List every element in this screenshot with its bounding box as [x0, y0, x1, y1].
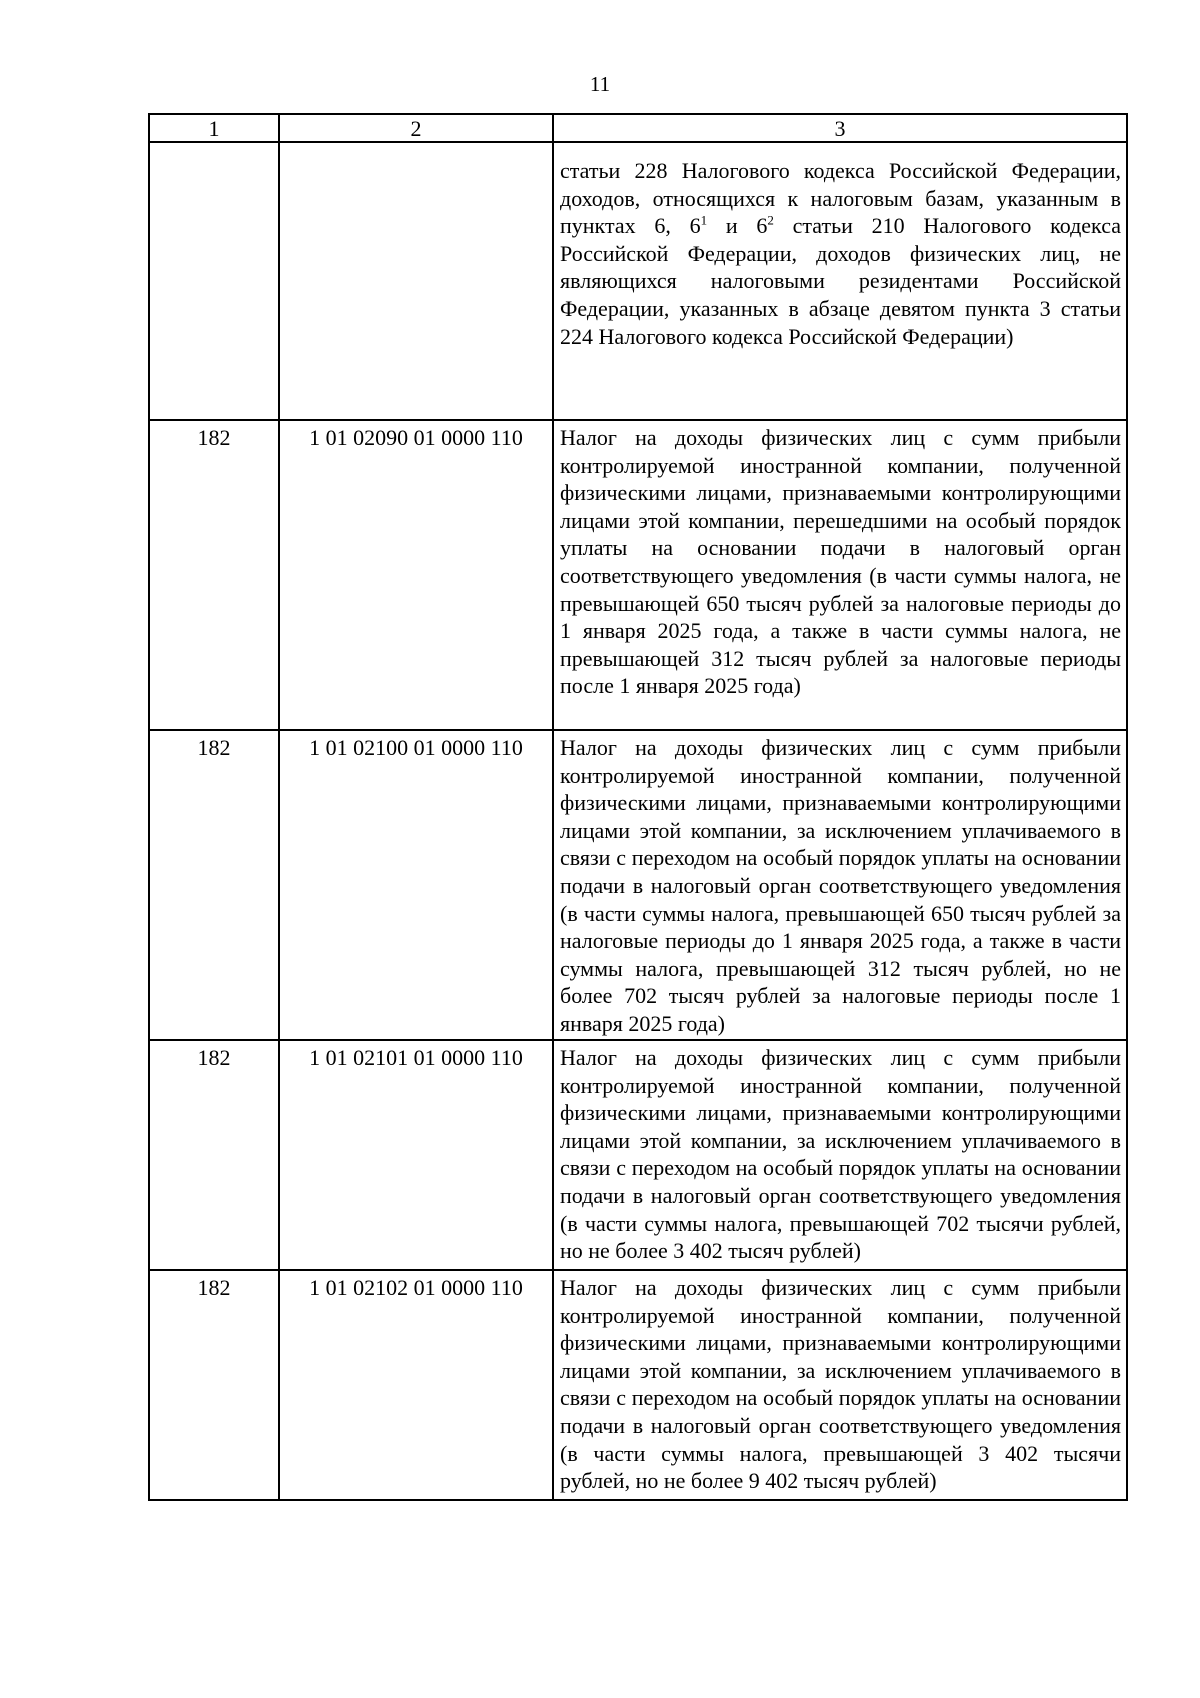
budget-classification-table	[148, 113, 1128, 1501]
column-header-2: 2	[279, 114, 553, 142]
admin-code-cell: 182	[149, 420, 279, 730]
superscript: 2	[767, 212, 774, 228]
kbk-code-cell: 1 01 02102 01 0000 110	[279, 1270, 553, 1500]
admin-code-cell: 182	[149, 1040, 279, 1270]
description-cell: Налог на доходы физических лиц с сумм прибыли контролируемой иностранной компании, полученной физическими лицами, признаваемыми контролирующими лицами этой компании, за исключением уплачиваемого в связи с переходом на особый порядок уплаты на основании подачи в налоговый орган соответствующего уведомления (в части суммы налога, превышающей 702 тысячи рублей, но не более 3 402 тысяч рублей)	[553, 1040, 1127, 1270]
description-cell: Налог на доходы физических лиц с сумм прибыли контролируемой иностранной компании, полученной физическими лицами, признаваемыми контролирующими лицами этой компании, за исключением уплачиваемого в связи с переходом на особый порядок уплаты на основании подачи в налоговый орган соответствующего уведомления (в части суммы налога, превышающей 650 тысяч рублей за налоговые периоды до 1 января 2025 года, а также в части суммы налога, превышающей 312 тысяч рублей, но не более 702 тысяч рублей за налоговые периоды после 1 января 2025 года)	[553, 730, 1127, 1040]
table-row	[149, 1040, 1127, 1270]
continuation-description	[553, 142, 1127, 420]
admin-code-cell: 182	[149, 730, 279, 1040]
page-number: 11	[589, 72, 611, 96]
continuation-text: статьи 210 Налогового кодекса Российской Федерации, доходов физических лиц, не являющихся налоговыми резидентами Российской Федерации, указанных в абзаце девятом пункта 3 статьи 224 Налогового кодекса Российской Федерации)	[560, 213, 1121, 349]
admin-code-cell: 182	[149, 1270, 279, 1500]
kbk-code-cell: 1 01 02100 01 0000 110	[279, 730, 553, 1040]
column-header-1: 1	[149, 114, 279, 142]
table-row	[149, 420, 1127, 730]
table-header-row	[149, 114, 1127, 142]
column-header-3: 3	[553, 114, 1127, 142]
table-row	[149, 1270, 1127, 1500]
table-row	[149, 730, 1127, 1040]
continuation-text: и 6	[707, 213, 768, 239]
superscript: 1	[700, 212, 708, 228]
description-cell: Налог на доходы физических лиц с сумм прибыли контролируемой иностранной компании, полученной физическими лицами, признаваемыми контролирующими лицами этой компании, перешедшими на особый порядок уплаты на основании подачи в налоговый орган соответствующего уведомления (в части суммы налога, не превышающей 650 тысяч рублей за налоговые периоды до 1 января 2025 года, а также в части суммы налога, не превышающей 312 тысяч рублей за налоговые периоды после 1 января 2025 года)	[553, 420, 1127, 730]
table-row-continuation	[149, 142, 1127, 420]
table-cell-empty	[279, 142, 553, 420]
table-cell-empty	[149, 142, 279, 420]
kbk-code-cell: 1 01 02090 01 0000 110	[279, 420, 553, 730]
continuation-text: статьи 228 Налогового кодекса Российской Федерации, доходов, относящихся к налоговым базам, указанным в пунктах 6, 6	[560, 158, 1121, 239]
description-cell: Налог на доходы физических лиц с сумм прибыли контролируемой иностранной компании, полученной физическими лицами, признаваемыми контролирующими лицами этой компании, за исключением уплачиваемого в связи с переходом на особый порядок уплаты на основании подачи в налоговый орган соответствующего уведомления (в части суммы налога, превышающей 3 402 тысячи рублей, но не более 9 402 тысяч рублей)	[553, 1270, 1127, 1500]
kbk-code-cell: 1 01 02101 01 0000 110	[279, 1040, 553, 1270]
